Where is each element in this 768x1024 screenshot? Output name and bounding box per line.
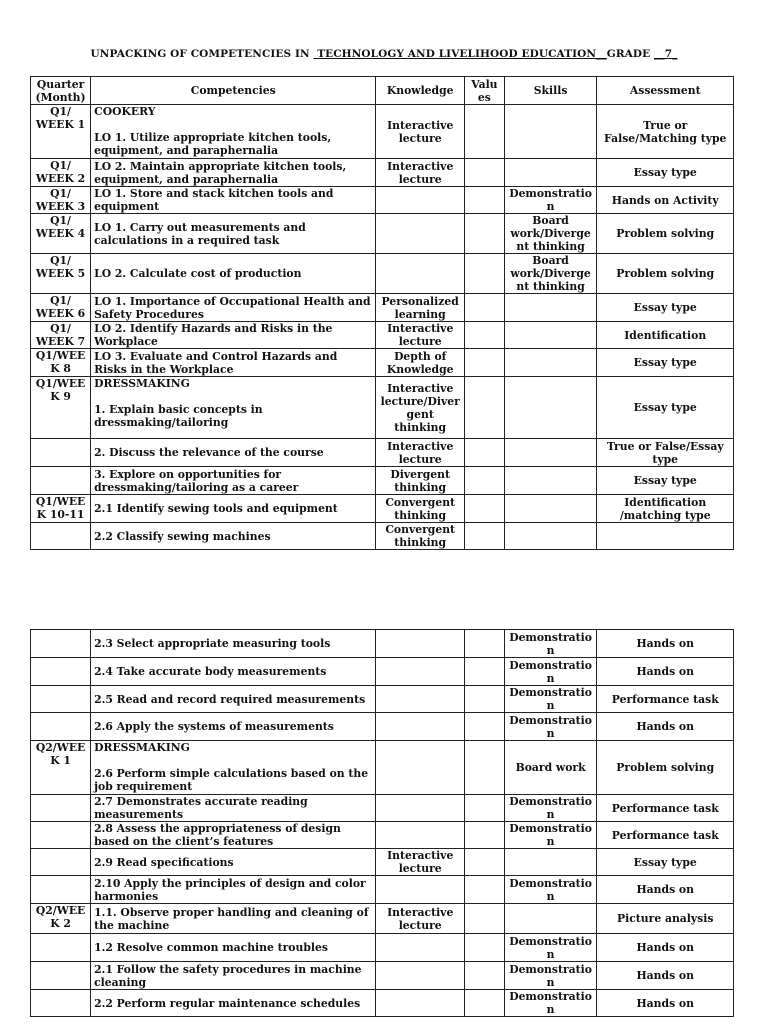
quarter-cell (31, 630, 91, 658)
competency-cell: 2.1 Follow the safety procedures in machine cleaning (91, 962, 376, 990)
skills-cell: Board work/Diverge nt thinking (504, 254, 597, 294)
skills-cell: Demonstratio n (504, 934, 597, 962)
quarter-cell: Q1/ WEEK 3 (31, 187, 91, 214)
competency-text: 2.6 Perform simple calculations based on the job requirement (94, 767, 369, 793)
assessment-cell: Hands on (597, 934, 734, 962)
competency-cell: 2.2 Classify sewing machines (91, 523, 376, 550)
quarter-cell: Q1/WEE K 8 (31, 349, 91, 377)
assessment-cell: Essay type (597, 349, 734, 377)
values-cell (465, 876, 505, 904)
knowledge-cell (376, 990, 465, 1017)
competency-cell: LO 1. Carry out measurements and calculations in a required task (91, 214, 376, 254)
knowledge-cell (376, 254, 465, 294)
skills-cell (504, 159, 597, 187)
table-row (31, 962, 734, 990)
assessment-cell: Identification /matching type (597, 495, 734, 523)
quarter-cell (31, 795, 91, 822)
values-cell (465, 322, 505, 349)
values-cell (465, 377, 505, 439)
values-cell (465, 904, 505, 934)
competency-table-2 (30, 629, 734, 1017)
table-row (31, 322, 734, 349)
values-cell (465, 159, 505, 187)
assessment-cell: Performance task (597, 795, 734, 822)
assessment-cell: Hands on (597, 630, 734, 658)
table-row (31, 849, 734, 876)
competency-cell: LO 2. Calculate cost of production (91, 254, 376, 294)
competency-cell: 2.10 Apply the principles of design and color harmonies (91, 876, 376, 904)
table-row (31, 294, 734, 322)
values-cell (465, 349, 505, 377)
knowledge-cell (376, 713, 465, 741)
values-cell (465, 105, 505, 159)
values-cell (465, 713, 505, 741)
competency-cell: 2.3 Select appropriate measuring tools (91, 630, 376, 658)
competency-cell: 1.1. Observe proper handling and cleaning of the machine (91, 904, 376, 934)
knowledge-cell (376, 962, 465, 990)
knowledge-cell: Convergent thinking (376, 523, 465, 550)
quarter-cell: Q1/ WEEK 4 (31, 214, 91, 254)
competency-text: LO 1. Utilize appropriate kitchen tools, equipment, and paraphernalia (94, 131, 332, 157)
table-row (31, 822, 734, 849)
knowledge-cell (376, 214, 465, 254)
quarter-cell (31, 523, 91, 550)
values-cell (465, 630, 505, 658)
table-row (31, 495, 734, 523)
knowledge-cell: Interactive lecture (376, 849, 465, 876)
table-row (31, 187, 734, 214)
quarter-cell (31, 876, 91, 904)
table-row (31, 741, 734, 795)
competency-cell: 2.5 Read and record required measurements (91, 686, 376, 713)
table-row (31, 523, 734, 550)
competency-cell: 1.2 Resolve common machine troubles (91, 934, 376, 962)
header-values: Valu es (465, 77, 505, 105)
skills-cell (504, 849, 597, 876)
header-competencies: Competencies (91, 77, 376, 105)
assessment-cell: Problem solving (597, 741, 734, 795)
assessment-cell (597, 523, 734, 550)
assessment-cell: Performance task (597, 822, 734, 849)
values-cell (465, 849, 505, 876)
section-heading: COOKERY (94, 105, 156, 118)
table-row (31, 105, 734, 159)
header-quarter: Quarter (Month) (31, 77, 91, 105)
table-row (31, 904, 734, 934)
section-heading: DRESSMAKING (94, 377, 190, 390)
knowledge-cell (376, 876, 465, 904)
table-row (31, 377, 734, 439)
competency-cell: LO 1. Importance of Occupational Health and Safety Procedures (91, 294, 376, 322)
assessment-cell: Essay type (597, 849, 734, 876)
assessment-cell: Hands on (597, 658, 734, 686)
assessment-cell: Problem solving (597, 214, 734, 254)
competency-cell: 2.9 Read specifications (91, 849, 376, 876)
knowledge-cell: Interactive lecture (376, 439, 465, 467)
skills-cell (504, 105, 597, 159)
quarter-cell (31, 849, 91, 876)
competency-text: 1. Explain basic concepts in dressmaking/tailoring (94, 403, 263, 429)
knowledge-cell: Interactive lecture (376, 105, 465, 159)
skills-cell: Demonstratio n (504, 187, 597, 214)
skills-cell: Demonstratio n (504, 658, 597, 686)
competency-cell: LO 1. Store and stack kitchen tools and equipment (91, 187, 376, 214)
assessment-cell: Essay type (597, 294, 734, 322)
document-title (0, 48, 768, 60)
values-cell (465, 741, 505, 795)
skills-cell: Board work/Diverge nt thinking (504, 214, 597, 254)
table-row (31, 990, 734, 1017)
table-row (31, 934, 734, 962)
table-row (31, 876, 734, 904)
knowledge-cell: Personalized learning (376, 294, 465, 322)
skills-cell: Demonstratio n (504, 876, 597, 904)
knowledge-cell: Interactive lecture (376, 904, 465, 934)
assessment-cell: Performance task (597, 686, 734, 713)
skills-cell: Demonstratio n (504, 822, 597, 849)
skills-cell (504, 322, 597, 349)
values-cell (465, 439, 505, 467)
assessment-cell: Essay type (597, 159, 734, 187)
quarter-cell: Q2/WEE K 1 (31, 741, 91, 795)
skills-cell (504, 467, 597, 495)
skills-cell (504, 294, 597, 322)
competency-cell: 2.7 Demonstrates accurate reading measurements (91, 795, 376, 822)
table-row (31, 467, 734, 495)
assessment-cell: Hands on (597, 990, 734, 1017)
knowledge-cell: Interactive lecture (376, 322, 465, 349)
quarter-cell (31, 990, 91, 1017)
quarter-cell (31, 962, 91, 990)
header-assessment: Assessment (597, 77, 734, 105)
competency-cell: 2.6 Apply the systems of measurements (91, 713, 376, 741)
values-cell (465, 962, 505, 990)
values-cell (465, 795, 505, 822)
values-cell (465, 467, 505, 495)
table-row (31, 630, 734, 658)
title-grade-label: GRADE (606, 48, 654, 60)
knowledge-cell (376, 686, 465, 713)
table-row (31, 439, 734, 467)
table-row (31, 349, 734, 377)
knowledge-cell (376, 741, 465, 795)
competency-cell (91, 377, 376, 439)
competency-cell: LO 2. Maintain appropriate kitchen tools, equipment, and paraphernalia (91, 159, 376, 187)
quarter-cell: Q1/ WEEK 7 (31, 322, 91, 349)
values-cell (465, 495, 505, 523)
quarter-cell: Q1/ WEEK 2 (31, 159, 91, 187)
skills-cell (504, 495, 597, 523)
competency-cell (91, 105, 376, 159)
competency-cell: 2. Discuss the relevance of the course (91, 439, 376, 467)
quarter-cell: Q1/WEE K 10-11 (31, 495, 91, 523)
quarter-cell (31, 822, 91, 849)
skills-cell (504, 439, 597, 467)
knowledge-cell: Convergent thinking (376, 495, 465, 523)
section-heading: DRESSMAKING (94, 741, 190, 754)
competency-cell: 3. Explore on opportunities for dressmaking/tailoring as a career (91, 467, 376, 495)
table-row (31, 713, 734, 741)
competency-cell: 2.1 Identify sewing tools and equipment (91, 495, 376, 523)
skills-cell: Demonstratio n (504, 713, 597, 741)
table-row (31, 214, 734, 254)
assessment-cell: Picture analysis (597, 904, 734, 934)
competency-cell: 2.8 Assess the appropriateness of design based on the client’s features (91, 822, 376, 849)
knowledge-cell (376, 630, 465, 658)
assessment-cell: Essay type (597, 467, 734, 495)
assessment-cell: Hands on (597, 962, 734, 990)
values-cell (465, 254, 505, 294)
skills-cell: Board work (504, 741, 597, 795)
knowledge-cell (376, 658, 465, 686)
values-cell (465, 214, 505, 254)
assessment-cell: Hands on (597, 876, 734, 904)
skills-cell: Demonstratio n (504, 990, 597, 1017)
values-cell (465, 294, 505, 322)
table-row (31, 658, 734, 686)
values-cell (465, 686, 505, 713)
skills-cell (504, 523, 597, 550)
assessment-cell: Problem solving (597, 254, 734, 294)
knowledge-cell (376, 795, 465, 822)
quarter-cell: Q2/WEE K 2 (31, 904, 91, 934)
table-row (31, 159, 734, 187)
table-row (31, 795, 734, 822)
title-subject: TECHNOLOGY AND LIVELIHOOD EDUCATION__ (317, 48, 607, 60)
quarter-cell (31, 467, 91, 495)
skills-cell (504, 377, 597, 439)
skills-cell: Demonstratio n (504, 686, 597, 713)
table-row (31, 254, 734, 294)
competency-table-1 (30, 76, 734, 550)
knowledge-cell: Interactive lecture/Diver gent thinking (376, 377, 465, 439)
header-knowledge: Knowledge (376, 77, 465, 105)
table-row (31, 686, 734, 713)
knowledge-cell (376, 187, 465, 214)
quarter-cell: Q1/ WEEK 5 (31, 254, 91, 294)
values-cell (465, 658, 505, 686)
title-prefix: UNPACKING OF COMPETENCIES IN (90, 48, 314, 60)
skills-cell (504, 904, 597, 934)
quarter-cell (31, 439, 91, 467)
values-cell (465, 187, 505, 214)
assessment-cell: Identification (597, 322, 734, 349)
quarter-cell (31, 658, 91, 686)
quarter-cell (31, 713, 91, 741)
knowledge-cell (376, 934, 465, 962)
values-cell (465, 990, 505, 1017)
assessment-cell: True or False/Matching type (597, 105, 734, 159)
skills-cell (504, 349, 597, 377)
quarter-cell (31, 686, 91, 713)
quarter-cell (31, 934, 91, 962)
competency-cell: LO 2. Identify Hazards and Risks in the Workplace (91, 322, 376, 349)
assessment-cell: True or False/Essay type (597, 439, 734, 467)
header-skills: Skills (504, 77, 597, 105)
assessment-cell: Essay type (597, 377, 734, 439)
knowledge-cell: Interactive lecture (376, 159, 465, 187)
values-cell (465, 523, 505, 550)
table-header-row (31, 77, 734, 105)
skills-cell: Demonstratio n (504, 630, 597, 658)
values-cell (465, 822, 505, 849)
competency-cell (91, 741, 376, 795)
competency-cell: 2.4 Take accurate body measurements (91, 658, 376, 686)
quarter-cell: Q1/ WEEK 1 (31, 105, 91, 159)
knowledge-cell: Depth of Knowledge (376, 349, 465, 377)
competency-cell: LO 3. Evaluate and Control Hazards and Risks in the Workplace (91, 349, 376, 377)
skills-cell: Demonstratio n (504, 795, 597, 822)
values-cell (465, 934, 505, 962)
competency-cell: 2.2 Perform regular maintenance schedules (91, 990, 376, 1017)
knowledge-cell: Divergent thinking (376, 467, 465, 495)
quarter-cell: Q1/ WEEK 6 (31, 294, 91, 322)
assessment-cell: Hands on Activity (597, 187, 734, 214)
knowledge-cell (376, 822, 465, 849)
title-grade-value: __7_ (654, 48, 678, 60)
skills-cell: Demonstratio n (504, 962, 597, 990)
assessment-cell: Hands on (597, 713, 734, 741)
quarter-cell: Q1/WEE K 9 (31, 377, 91, 439)
